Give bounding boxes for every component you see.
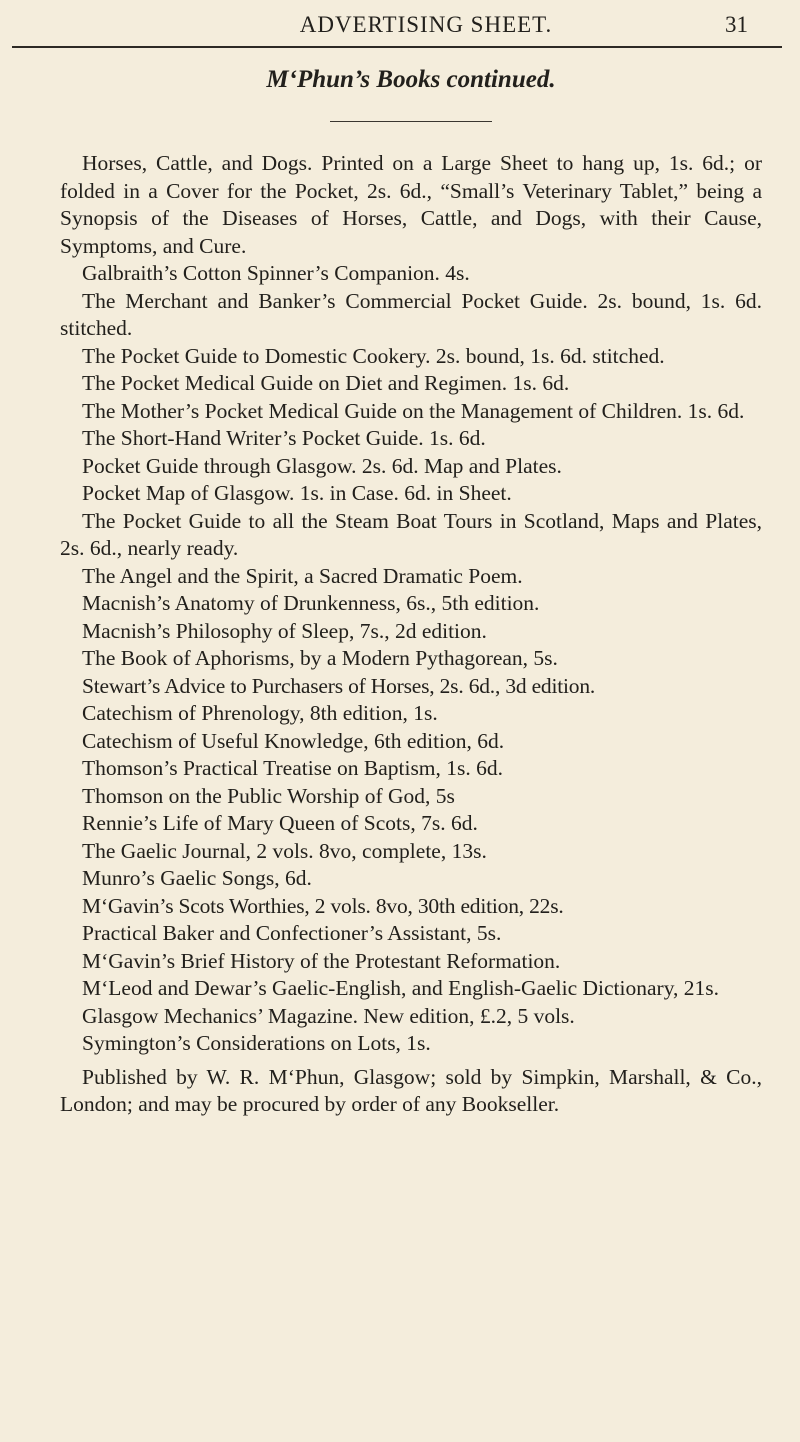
book-entry: Practical Baker and Confectioner’s Assistant, 5s. xyxy=(82,921,502,945)
book-entry: The Merchant and Banker’s Commercial Pocket Guide. 2s. bound, 1s. 6d. stitched. xyxy=(60,288,762,340)
book-entry: The Short-Hand Writer’s Pocket Guide. 1s. 6d. xyxy=(82,426,486,450)
book-entry: Pocket Map of Glasgow. 1s. in Case. 6d. in Sheet. xyxy=(82,481,512,505)
book-entry: The Pocket Guide to all the Steam Boat Tours in Scotland, Maps and Plates, 2s. 6d., nearly ready. xyxy=(60,508,762,560)
title-rule xyxy=(330,121,492,122)
book-entry: M‘Gavin’s Scots Worthies, 2 vols. 8vo, 30th edition, 22s. xyxy=(82,893,564,918)
book-entry: The Gaelic Journal, 2 vols. 8vo, complete, 13s. xyxy=(82,838,487,863)
book-entry: Thomson’s Practical Treatise on Baptism, 1s. 6d. xyxy=(82,756,504,780)
running-head: ADVERTISING SHEET. xyxy=(299,12,553,37)
book-entry: The Mother’s Pocket Medical Guide on the Management of Children. 1s. 6d. xyxy=(82,398,745,423)
book-entry: Munro’s Gaelic Songs, 6d. xyxy=(82,866,312,890)
book-entry: Stewart’s Advice to Purchasers of Horses, 2s. 6d., 3d edition. xyxy=(82,673,596,698)
book-entry: The Angel and the Spirit, a Sacred Dramatic Poem. xyxy=(82,563,523,588)
book-entry: The Pocket Medical Guide on Diet and Regimen. 1s. 6d. xyxy=(82,371,570,395)
book-entry: The Book of Aphorisms, by a Modern Pythagorean, 5s. xyxy=(82,646,558,670)
book-entry: Galbraith’s Cotton Spinner’s Companion. 4s. xyxy=(82,261,470,285)
book-list xyxy=(60,150,762,1119)
book-entry: Catechism of Useful Knowledge, 6th edition, 6d. xyxy=(82,728,505,753)
book-entry: Thomson on the Public Worship of God, 5s xyxy=(82,783,455,808)
book-entry: M‘Leod and Dewar’s Gaelic-English, and English-Gaelic Dictionary, 21s. xyxy=(82,976,720,1000)
book-entry: M‘Gavin’s Brief History of the Protestant Reformation. xyxy=(82,948,561,973)
book-entry: Horses, Cattle, and Dogs. Printed on a Large Sheet to hang up, 1s. 6d.; or folded in a Cover for the Pocket, 2s. 6d., “Small’s Veterinary Tablet,” being a Synopsis of the Diseases of Horses, Cattle, and Dogs, with their Cause, Symptoms, and Cure. xyxy=(60,151,762,258)
book-entry: Symington’s Considerations on Lots, 1s. xyxy=(82,1031,431,1055)
book-entry: Pocket Guide through Glasgow. 2s. 6d. Map and Plates. xyxy=(82,453,562,478)
book-entry: Rennie’s Life of Mary Queen of Scots, 7s. 6d. xyxy=(82,811,478,835)
publisher-note: Published by W. R. M‘Phun, Glasgow; sold by Simpkin, Marshall, & Co., London; and may be procured by order of any Bookseller. xyxy=(60,1064,762,1116)
page-number: 31 xyxy=(725,12,748,37)
book-entry: Macnish’s Philosophy of Sleep, 7s., 2d edition. xyxy=(82,618,487,643)
book-entry: Macnish’s Anatomy of Drunkenness, 6s., 5th edition. xyxy=(82,591,540,615)
book-entry: Glasgow Mechanics’ Magazine. New edition, £.2, 5 vols. xyxy=(82,1003,575,1028)
book-entry: The Pocket Guide to Domestic Cookery. 2s. bound, 1s. 6d. stitched. xyxy=(82,343,665,368)
header-rule xyxy=(12,46,782,48)
section-title: M‘Phun’s Books continued. xyxy=(266,66,556,93)
page-header xyxy=(60,10,762,40)
book-entry: Catechism of Phrenology, 8th edition, 1s. xyxy=(82,701,438,725)
